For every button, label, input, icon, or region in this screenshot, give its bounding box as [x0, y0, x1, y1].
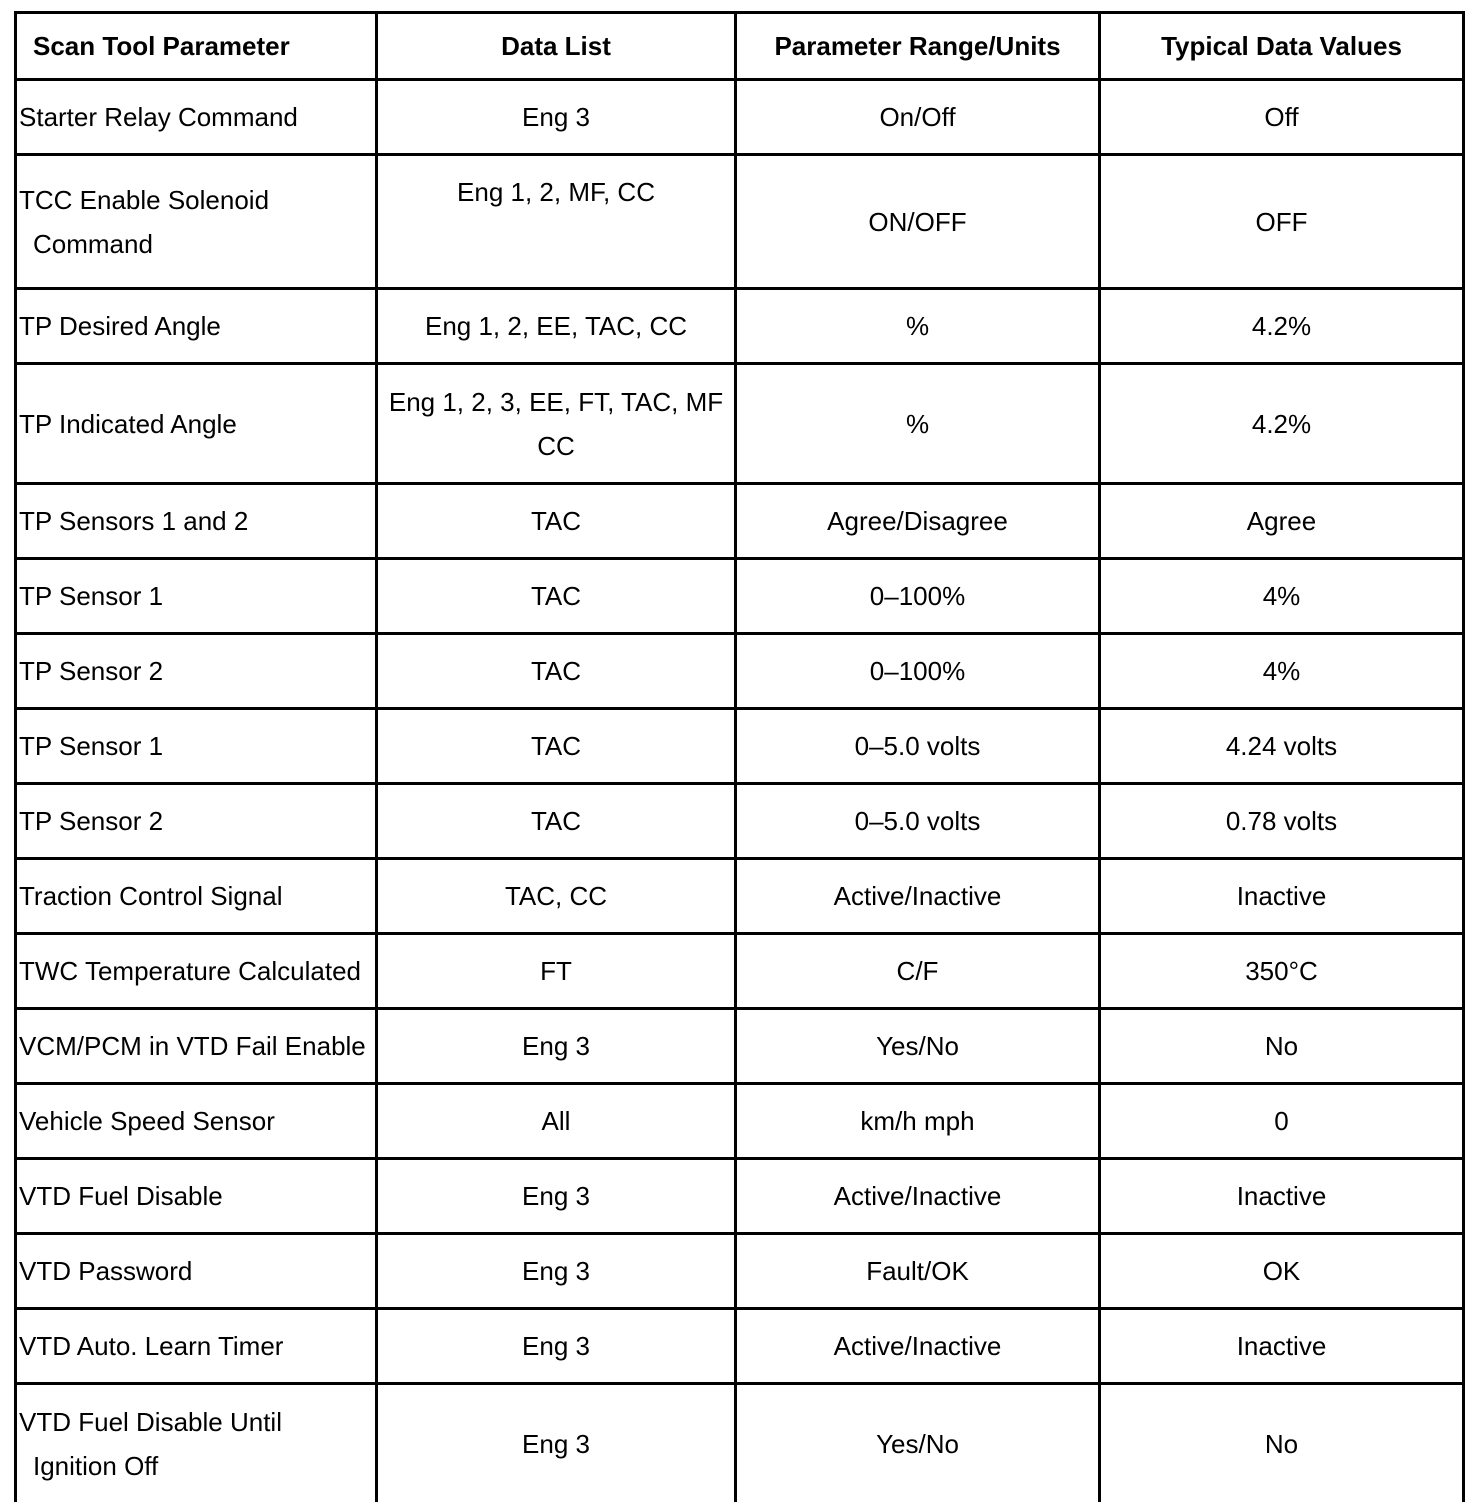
cell-data-list: TAC — [377, 784, 736, 859]
table-row — [16, 559, 1464, 634]
cell-range: km/h mph — [736, 1084, 1100, 1159]
cell-data-list: Eng 3 — [377, 1384, 736, 1503]
cell-typical: 4.2% — [1100, 289, 1464, 364]
cell-param: VTD Fuel Disable — [16, 1159, 377, 1234]
cell-data-list: TAC, CC — [377, 859, 736, 934]
cell-range: % — [736, 364, 1100, 484]
cell-data-list-line1: Eng 1, 2, 3, EE, FT, TAC, MF — [388, 386, 724, 417]
cell-param: TP Indicated Angle — [16, 364, 377, 484]
header-data-list: Data List — [377, 13, 736, 80]
header-typical-data-values: Typical Data Values — [1100, 13, 1464, 80]
cell-typical: OFF — [1100, 155, 1464, 289]
cell-typical: 4% — [1100, 559, 1464, 634]
table-row — [16, 155, 1464, 289]
cell-typical: 0.78 volts — [1100, 784, 1464, 859]
cell-range: ON/OFF — [736, 155, 1100, 289]
table-row — [16, 1009, 1464, 1084]
cell-param: TP Sensors 1 and 2 — [16, 484, 377, 559]
table-row — [16, 934, 1464, 1009]
table-row — [16, 1384, 1464, 1503]
cell-param: Starter Relay Command — [16, 80, 377, 155]
cell-param-line2: Command — [33, 228, 153, 259]
cell-param: TP Sensor 2 — [16, 784, 377, 859]
table-row — [16, 364, 1464, 484]
cell-param-line1: TCC Enable Solenoid — [19, 184, 270, 215]
cell-param — [16, 1384, 377, 1503]
cell-param-line2: Ignition Off — [33, 1450, 159, 1481]
cell-range: C/F — [736, 934, 1100, 1009]
cell-typical: 4.2% — [1100, 364, 1464, 484]
cell-data-list: TAC — [377, 559, 736, 634]
cell-typical: Inactive — [1100, 1309, 1464, 1384]
cell-data-list: FT — [377, 934, 736, 1009]
cell-range: Yes/No — [736, 1009, 1100, 1084]
cell-range: Active/Inactive — [736, 1309, 1100, 1384]
cell-range: 0–5.0 volts — [736, 784, 1100, 859]
cell-param: Traction Control Signal — [16, 859, 377, 934]
cell-param: VCM/PCM in VTD Fail Enable — [16, 1009, 377, 1084]
cell-param: VTD Password — [16, 1234, 377, 1309]
cell-range: Fault/OK — [736, 1234, 1100, 1309]
table-row — [16, 1234, 1464, 1309]
scan-tool-parameter-table — [14, 11, 1462, 1502]
table-row — [16, 634, 1464, 709]
table-row — [16, 484, 1464, 559]
table-row — [16, 784, 1464, 859]
table-row — [16, 709, 1464, 784]
cell-range: Yes/No — [736, 1384, 1100, 1503]
cell-data-list: TAC — [377, 709, 736, 784]
table-row — [16, 1309, 1464, 1384]
cell-data-list: Eng 3 — [377, 80, 736, 155]
cell-data-list: Eng 3 — [377, 1234, 736, 1309]
cell-range: Active/Inactive — [736, 859, 1100, 934]
cell-data-list: Eng 1, 2, EE, TAC, CC — [377, 289, 736, 364]
cell-param: TP Sensor 2 — [16, 634, 377, 709]
cell-typical: No — [1100, 1009, 1464, 1084]
cell-data-list: TAC — [377, 484, 736, 559]
cell-param: TP Desired Angle — [16, 289, 377, 364]
cell-typical: 4% — [1100, 634, 1464, 709]
cell-data-list: Eng 3 — [377, 1309, 736, 1384]
cell-typical: 0 — [1100, 1084, 1464, 1159]
cell-param-line1: VTD Fuel Disable Until — [19, 1406, 282, 1437]
header-scan-tool-parameter: Scan Tool Parameter — [16, 13, 377, 80]
cell-data-list: All — [377, 1084, 736, 1159]
cell-typical: Inactive — [1100, 1159, 1464, 1234]
table-row — [16, 1084, 1464, 1159]
cell-typical: No — [1100, 1384, 1464, 1503]
cell-param: Vehicle Speed Sensor — [16, 1084, 377, 1159]
table-row — [16, 80, 1464, 155]
cell-data-list: Eng 3 — [377, 1159, 736, 1234]
cell-typical: OK — [1100, 1234, 1464, 1309]
table-row — [16, 289, 1464, 364]
cell-typical: 350°C — [1100, 934, 1464, 1009]
cell-data-list: Eng 1, 2, MF, CC — [377, 155, 736, 289]
table-row — [16, 859, 1464, 934]
cell-range: Agree/Disagree — [736, 484, 1100, 559]
cell-range: % — [736, 289, 1100, 364]
cell-range: 0–100% — [736, 634, 1100, 709]
cell-range: 0–100% — [736, 559, 1100, 634]
cell-data-list: Eng 3 — [377, 1009, 736, 1084]
header-parameter-range-units: Parameter Range/Units — [736, 13, 1100, 80]
cell-param: TWC Temperature Calculated — [16, 934, 377, 1009]
cell-typical: Inactive — [1100, 859, 1464, 934]
cell-range: Active/Inactive — [736, 1159, 1100, 1234]
cell-param — [16, 155, 377, 289]
cell-param: TP Sensor 1 — [16, 559, 377, 634]
cell-typical: 4.24 volts — [1100, 709, 1464, 784]
cell-data-list — [377, 364, 736, 484]
cell-range: 0–5.0 volts — [736, 709, 1100, 784]
table-row — [16, 1159, 1464, 1234]
cell-data-list-line2: CC — [537, 430, 575, 461]
cell-typical: Off — [1100, 80, 1464, 155]
header-row — [16, 13, 1464, 80]
cell-param: VTD Auto. Learn Timer — [16, 1309, 377, 1384]
cell-range: On/Off — [736, 80, 1100, 155]
cell-data-list: TAC — [377, 634, 736, 709]
cell-typical: Agree — [1100, 484, 1464, 559]
cell-param: TP Sensor 1 — [16, 709, 377, 784]
data-table — [14, 11, 1465, 1502]
